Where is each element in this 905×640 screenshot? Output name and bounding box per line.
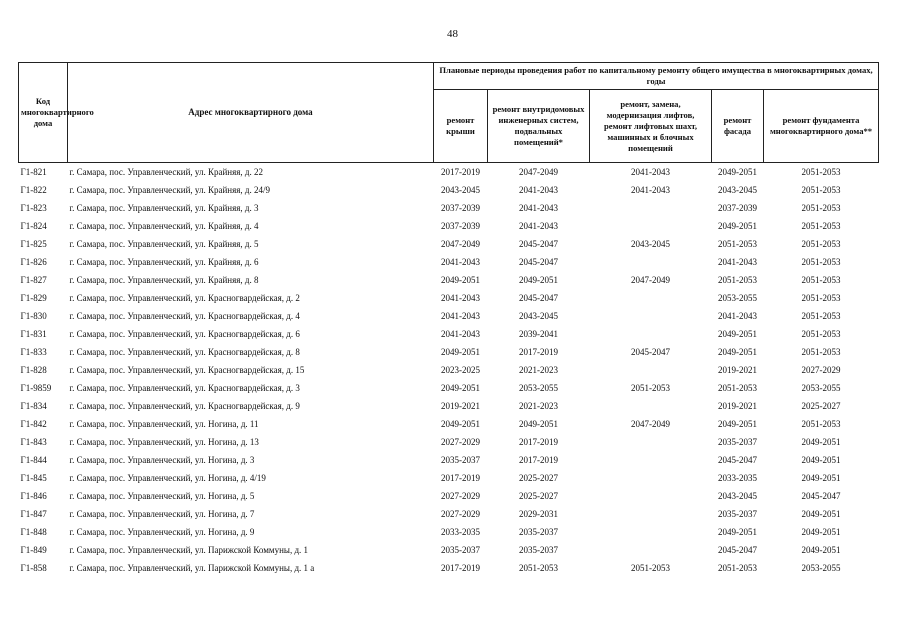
- table-row: [19, 487, 879, 505]
- cell-facade: 2051-2053: [718, 238, 757, 249]
- cell-lifts: [590, 541, 712, 559]
- cell-roof: 2027-2029: [441, 508, 480, 519]
- table-row: [19, 523, 879, 541]
- cell-foundation: 2053-2055: [801, 382, 841, 393]
- cell-address: г. Самара, пос. Управленческий, ул. Красногвардейская, д. 3: [69, 382, 300, 393]
- cell-foundation: 2051-2053: [801, 418, 841, 429]
- cell-address: г. Самара, пос. Управленческий, ул. Крайняя, д. 8: [69, 274, 259, 285]
- table-row: [19, 325, 879, 343]
- cell-foundation: 2051-2053: [801, 166, 841, 177]
- cell-lifts: 2045-2047: [631, 346, 670, 357]
- table-row: [19, 397, 879, 415]
- cell-address: г. Самара, пос. Управленческий, ул. Красногвардейская, д. 2: [69, 292, 300, 303]
- cell-roof: 2041-2043: [441, 256, 480, 267]
- cell-facade: 2041-2043: [718, 310, 757, 321]
- table-row: [19, 433, 879, 451]
- cell-systems: 2017-2019: [519, 454, 558, 465]
- header-systems: ремонт внутридомовых инженерных систем, подвальных помещений*: [488, 90, 590, 163]
- cell-roof: 2041-2043: [441, 328, 480, 339]
- cell-roof: 2041-2043: [441, 292, 480, 303]
- cell-roof: 2049-2051: [441, 418, 480, 429]
- cell-foundation: 2051-2053: [801, 202, 841, 213]
- cell-code: Г1-827: [20, 274, 47, 285]
- cell-address: г. Самара, пос. Управленческий, ул. Красногвардейская, д. 4: [69, 310, 300, 321]
- cell-lifts: [590, 451, 712, 469]
- cell-systems: 2039-2041: [519, 328, 558, 339]
- cell-facade: 2019-2021: [718, 400, 757, 411]
- cell-lifts: [590, 505, 712, 523]
- table-row: [19, 307, 879, 325]
- cell-code: Г1-828: [20, 364, 47, 375]
- cell-roof: 2023-2025: [441, 364, 480, 375]
- cell-code: Г1-824: [20, 220, 47, 231]
- cell-code: Г1-830: [20, 310, 47, 321]
- cell-facade: 2053-2055: [718, 292, 757, 303]
- cell-facade: 2051-2053: [718, 274, 757, 285]
- cell-systems: 2041-2043: [519, 184, 558, 195]
- cell-address: г. Самара, пос. Управленческий, ул. Ногина, д. 5: [69, 490, 255, 501]
- table-row: [19, 415, 879, 433]
- header-facade: ремонт фасада: [712, 90, 764, 163]
- cell-lifts: [590, 361, 712, 379]
- table-row: [19, 541, 879, 559]
- cell-systems: 2049-2051: [519, 274, 558, 285]
- cell-facade: 2033-2035: [718, 472, 757, 483]
- table-row: [19, 181, 879, 199]
- page-number: 48: [447, 28, 458, 40]
- cell-foundation: 2045-2047: [801, 490, 841, 501]
- header-roof: ремонт крыши: [434, 90, 488, 163]
- table-row: [19, 559, 879, 577]
- table-row: [19, 271, 879, 289]
- cell-systems: 2053-2055: [519, 382, 558, 393]
- cell-lifts: [590, 433, 712, 451]
- cell-systems: 2051-2053: [519, 562, 558, 573]
- cell-foundation: 2051-2053: [801, 256, 841, 267]
- cell-lifts: [590, 523, 712, 541]
- cell-lifts: 2047-2049: [631, 274, 670, 285]
- cell-address: г. Самара, пос. Управленческий, ул. Ногина, д. 3: [69, 454, 255, 465]
- cell-roof: 2037-2039: [441, 220, 480, 231]
- cell-foundation: 2049-2051: [801, 544, 841, 555]
- cell-code: Г1-846: [20, 490, 47, 501]
- cell-foundation: 2049-2051: [801, 436, 841, 447]
- cell-facade: 2051-2053: [718, 382, 757, 393]
- cell-lifts: 2041-2043: [631, 184, 670, 195]
- table-row: [19, 235, 879, 253]
- cell-lifts: 2047-2049: [631, 418, 670, 429]
- cell-address: г. Самара, пос. Управленческий, ул. Ногина, д. 7: [69, 508, 255, 519]
- cell-code: Г1-821: [20, 166, 47, 177]
- cell-foundation: 2025-2027: [801, 400, 841, 411]
- cell-systems: 2035-2037: [519, 544, 558, 555]
- cell-foundation: 2049-2051: [801, 526, 841, 537]
- cell-foundation: 2051-2053: [801, 328, 841, 339]
- cell-address: г. Самара, пос. Управленческий, ул. Крайняя, д. 3: [69, 202, 259, 213]
- cell-foundation: 2051-2053: [801, 220, 841, 231]
- cell-lifts: [590, 487, 712, 505]
- cell-code: Г1-842: [20, 418, 47, 429]
- cell-code: Г1-825: [20, 238, 47, 249]
- cell-facade: 2049-2051: [718, 328, 757, 339]
- cell-address: г. Самара, пос. Управленческий, ул. Ногина, д. 13: [69, 436, 259, 447]
- cell-address: г. Самара, пос. Управленческий, ул. Ногина, д. 4/19: [69, 472, 266, 483]
- table-row: [19, 253, 879, 271]
- table-row: [19, 505, 879, 523]
- cell-code: Г1-833: [20, 346, 47, 357]
- header-lifts: ремонт, замена, модернизация лифтов, ремонт лифтовых шахт, машинных и блочных помещений: [590, 90, 712, 163]
- cell-address: г. Самара, пос. Управленческий, ул. Крайняя, д. 4: [69, 220, 259, 231]
- cell-code: Г1-844: [20, 454, 47, 465]
- table-row: [19, 469, 879, 487]
- cell-code: Г1-826: [20, 256, 47, 267]
- table-row: [19, 379, 879, 397]
- cell-systems: 2021-2023: [519, 400, 558, 411]
- cell-roof: 2035-2037: [441, 454, 480, 465]
- cell-roof: 2019-2021: [441, 400, 480, 411]
- cell-code: Г1-858: [20, 562, 47, 573]
- cell-foundation: 2051-2053: [801, 346, 841, 357]
- table-row: [19, 163, 879, 182]
- cell-code: Г1-845: [20, 472, 47, 483]
- cell-foundation: 2051-2053: [801, 274, 841, 285]
- cell-facade: 2049-2051: [718, 418, 757, 429]
- cell-systems: 2021-2023: [519, 364, 558, 375]
- cell-roof: 2035-2037: [441, 544, 480, 555]
- cell-systems: 2017-2019: [519, 436, 558, 447]
- cell-foundation: 2049-2051: [801, 454, 841, 465]
- cell-address: г. Самара, пос. Управленческий, ул. Крайняя, д. 22: [69, 166, 263, 177]
- cell-address: г. Самара, пос. Управленческий, ул. Ногина, д. 11: [69, 418, 259, 429]
- cell-foundation: 2051-2053: [801, 310, 841, 321]
- cell-code: Г1-834: [20, 400, 47, 411]
- cell-facade: 2043-2045: [718, 490, 757, 501]
- repair-schedule-table: [18, 62, 879, 577]
- cell-code: Г1-849: [20, 544, 47, 555]
- cell-lifts: 2041-2043: [631, 166, 670, 177]
- cell-facade: 2043-2045: [718, 184, 757, 195]
- cell-lifts: [590, 469, 712, 487]
- cell-lifts: 2051-2053: [631, 562, 670, 573]
- cell-facade: 2049-2051: [718, 166, 757, 177]
- cell-roof: 2017-2019: [441, 562, 480, 573]
- cell-lifts: [590, 253, 712, 271]
- header-address: Адрес многоквартирного дома: [68, 63, 434, 163]
- cell-lifts: [590, 217, 712, 235]
- cell-systems: 2035-2037: [519, 526, 558, 537]
- cell-facade: 2049-2051: [718, 220, 757, 231]
- cell-roof: 2033-2035: [441, 526, 480, 537]
- cell-code: Г1-843: [20, 436, 47, 447]
- cell-roof: 2037-2039: [441, 202, 480, 213]
- cell-facade: 2041-2043: [718, 256, 757, 267]
- cell-facade: 2037-2039: [718, 202, 757, 213]
- cell-roof: 2027-2029: [441, 436, 480, 447]
- cell-facade: 2035-2037: [718, 436, 757, 447]
- cell-facade: 2049-2051: [718, 346, 757, 357]
- table-row: [19, 451, 879, 469]
- cell-systems: 2043-2045: [519, 310, 558, 321]
- cell-roof: 2017-2019: [441, 472, 480, 483]
- cell-lifts: 2051-2053: [631, 382, 670, 393]
- cell-systems: 2045-2047: [519, 292, 558, 303]
- cell-code: Г1-822: [20, 184, 47, 195]
- cell-code: Г1-831: [20, 328, 47, 339]
- cell-roof: 2047-2049: [441, 238, 480, 249]
- cell-address: г. Самара, пос. Управленческий, ул. Красногвардейская, д. 8: [69, 346, 300, 357]
- cell-foundation: 2051-2053: [801, 184, 841, 195]
- cell-code: Г1-847: [20, 508, 47, 519]
- cell-facade: 2045-2047: [718, 544, 757, 555]
- cell-address: г. Самара, пос. Управленческий, ул. Крайняя, д. 24/9: [69, 184, 270, 195]
- cell-roof: 2027-2029: [441, 490, 480, 501]
- cell-roof: 2041-2043: [441, 310, 480, 321]
- cell-lifts: [590, 325, 712, 343]
- cell-systems: 2041-2043: [519, 220, 558, 231]
- cell-facade: 2049-2051: [718, 526, 757, 537]
- cell-address: г. Самара, пос. Управленческий, ул. Ногина, д. 9: [69, 526, 255, 537]
- cell-roof: 2043-2045: [441, 184, 480, 195]
- table-row: [19, 217, 879, 235]
- cell-lifts: [590, 307, 712, 325]
- cell-systems: 2047-2049: [519, 166, 558, 177]
- cell-code: Г1-823: [20, 202, 47, 213]
- cell-foundation: 2051-2053: [801, 238, 841, 249]
- cell-facade: 2051-2053: [718, 562, 757, 573]
- header-foundation: ремонт фундамента многоквартирного дома**: [764, 90, 879, 163]
- header-code: Код многоквартирного дома: [19, 63, 68, 163]
- cell-address: г. Самара, пос. Управленческий, ул. Крайняя, д. 6: [69, 256, 259, 267]
- cell-facade: 2045-2047: [718, 454, 757, 465]
- cell-address: г. Самара, пос. Управленческий, ул. Красногвардейская, д. 15: [69, 364, 305, 375]
- cell-systems: 2045-2047: [519, 238, 558, 249]
- cell-address: г. Самара, пос. Управленческий, ул. Крайняя, д. 5: [69, 238, 259, 249]
- cell-foundation: 2051-2053: [801, 292, 841, 303]
- cell-roof: 2017-2019: [441, 166, 480, 177]
- table-row: [19, 361, 879, 379]
- cell-lifts: [590, 397, 712, 415]
- cell-lifts: [590, 289, 712, 307]
- cell-systems: 2045-2047: [519, 256, 558, 267]
- cell-roof: 2049-2051: [441, 274, 480, 285]
- header-planned-periods: Плановые периоды проведения работ по капитальному ремонту общего имущества в многоквартирных домах, годы: [434, 63, 879, 90]
- cell-address: г. Самара, пос. Управленческий, ул. Красногвардейская, д. 9: [69, 400, 300, 411]
- cell-roof: 2049-2051: [441, 346, 480, 357]
- cell-code: Г1-848: [20, 526, 47, 537]
- cell-address: г. Самара, пос. Управленческий, ул. Парижской Коммуны, д. 1: [69, 544, 309, 555]
- cell-systems: 2017-2019: [519, 346, 558, 357]
- cell-code: Г1-829: [20, 292, 47, 303]
- cell-foundation: 2053-2055: [801, 562, 841, 573]
- cell-address: г. Самара, пос. Управленческий, ул. Парижской Коммуны, д. 1 а: [69, 562, 315, 573]
- cell-systems: 2029-2031: [519, 508, 558, 519]
- cell-systems: 2041-2043: [519, 202, 558, 213]
- cell-foundation: 2027-2029: [801, 364, 841, 375]
- cell-systems: 2049-2051: [519, 418, 558, 429]
- cell-foundation: 2049-2051: [801, 472, 841, 483]
- table-row: [19, 199, 879, 217]
- cell-facade: 2035-2037: [718, 508, 757, 519]
- cell-address: г. Самара, пос. Управленческий, ул. Красногвардейская, д. 6: [69, 328, 300, 339]
- cell-foundation: 2049-2051: [801, 508, 841, 519]
- table-row: [19, 343, 879, 361]
- cell-systems: 2025-2027: [519, 490, 558, 501]
- table-body: [19, 163, 879, 578]
- cell-roof: 2049-2051: [441, 382, 480, 393]
- table-row: [19, 289, 879, 307]
- cell-systems: 2025-2027: [519, 472, 558, 483]
- cell-code: Г1-9859: [20, 382, 52, 393]
- cell-lifts: [590, 199, 712, 217]
- cell-lifts: 2043-2045: [631, 238, 670, 249]
- cell-facade: 2019-2021: [718, 364, 757, 375]
